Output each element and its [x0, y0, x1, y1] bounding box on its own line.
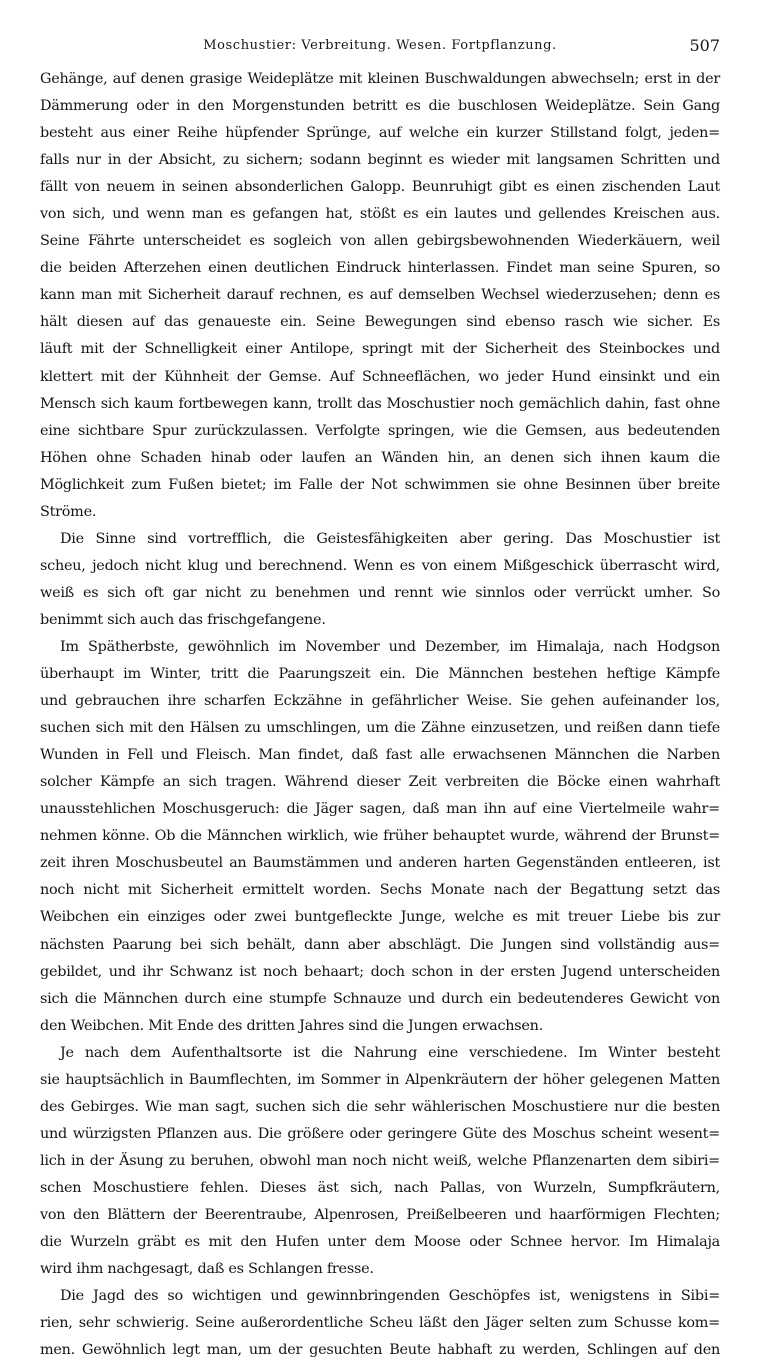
paragraph	[40, 1283, 720, 1364]
text-line: läuft mit der Schnelligkeit einer Antilope, springt mit der Sicherheit des Steinbockes und	[40, 341, 720, 358]
text-line: scheu, jedoch nicht klug und berechnend. Wenn es von einem Mißgeschick überrascht wird,	[40, 557, 720, 574]
text-line: Wunden in Fell und Fleisch. Man findet, daß fast alle erwachsenen Männchen die Narben	[40, 747, 720, 764]
paragraph	[40, 526, 720, 634]
text-line: falls nur in der Absicht, zu sichern; sodann beginnt es wieder mit langsamen Schritten und	[40, 152, 720, 169]
text-line: hält diesen auf das genaueste ein. Seine Bewegungen sind ebenso rasch wie sicher. Es	[40, 314, 720, 331]
text-line: nächsten Paarung bei sich behält, dann aber abschlägt. Die Jungen sind vollständig aus=	[40, 936, 720, 953]
text-line: benimmt sich auch das frischgefangene.	[40, 611, 326, 628]
text-line: besteht aus einer Reihe hüpfender Sprünge, auf welche ein kurzer Stillstand folgt, jeden=	[40, 125, 720, 142]
text-line: überhaupt im Winter, tritt die Paarungszeit ein. Die Männchen bestehen heftige Kämpfe	[40, 666, 720, 683]
text-line: gebildet, und ihr Schwanz ist noch behaart; doch schon in der ersten Jugend unterscheiden	[40, 963, 720, 980]
text-line: Ströme.	[40, 503, 97, 520]
text-line: zeit ihren Moschusbeutel an Baumstämmen und anderen harten Gegenständen entleeren, ist	[40, 855, 720, 872]
text-line: solcher Kämpfe an sich tragen. Während dieser Zeit verbreiten die Böcke einen wahrhaft	[40, 774, 720, 791]
text-line: von den Blättern der Beerentraube, Alpenrosen, Preißelbeeren und haarförmigen Flechten;	[40, 1206, 720, 1223]
text-line: Je nach dem Aufenthaltsorte ist die Nahrung eine verschiedene. Im Winter besteht	[60, 1044, 720, 1061]
text-line: wird ihm nachgesagt, daß es Schlangen fresse.	[40, 1261, 374, 1278]
text-line: Höhen ohne Schaden hinab oder laufen an Wänden hin, an denen sich ihnen kaum die	[40, 449, 720, 466]
paragraph	[40, 1040, 720, 1283]
text-line: Weibchen ein einziges oder zwei buntgefleckte Junge, welche es mit treuer Liebe bis zur	[40, 909, 720, 926]
paragraph	[40, 66, 720, 526]
text-line: sie hauptsächlich in Baumflechten, im Sommer in Alpenkräutern der höher gelegenen Matten	[40, 1071, 720, 1088]
text-line: kann man mit Sicherheit darauf rechnen, es auf demselben Wechsel wiederzusehen; denn es	[40, 287, 720, 304]
text-line: nehmen könne. Ob die Männchen wirklich, wie früher behauptet wurde, während der Brunst=	[40, 828, 720, 845]
text-line: rien, sehr schwierig. Seine außerordentliche Scheu läßt den Jäger selten zum Schusse kom=	[40, 1315, 720, 1332]
text-line: die Wurzeln gräbt es mit den Hufen unter dem Moose oder Schnee hervor. Im Himalaja	[40, 1234, 720, 1251]
text-line: von sich, und wenn man es gefangen hat, stößt es ein lautes und gellendes Kreischen aus.	[40, 206, 720, 223]
text-line: des Gebirges. Wie man sagt, suchen sich die sehr wählerischen Moschustiere nur die besten	[40, 1098, 720, 1115]
text-line: den Weibchen. Mit Ende des dritten Jahres sind die Jungen erwachsen.	[40, 1017, 544, 1034]
text-line: fällt von neuem in seinen absonderlichen Galopp. Beunruhigt gibt es einen zischenden Laut	[40, 179, 720, 196]
text-line: suchen sich mit den Hälsen zu umschlingen, um die Zähne einzusetzen, und reißen dann tiefe	[40, 720, 720, 737]
page-header	[40, 36, 720, 58]
text-line: unausstehlichen Moschusgeruch: die Jäger sagen, daß man ihn auf eine Viertelmeile wahr=	[40, 801, 720, 818]
text-line: lich in der Äsung zu beruhen, obwohl man noch nicht weiß, welche Pflanzenarten dem sibiri=	[40, 1152, 720, 1169]
text-line: men. Gewöhnlich legt man, um der gesuchten Beute habhaft zu werden, Schlingen auf den	[40, 1342, 720, 1359]
text-line: Möglichkeit zum Fußen bietet; im Falle der Not schwimmen sie ohne Besinnen über breite	[40, 476, 720, 493]
paragraph	[40, 634, 720, 1040]
text-line: Die Jagd des so wichtigen und gewinnbringenden Geschöpfes ist, wenigstens in Sibi=	[60, 1288, 720, 1305]
text-line: Gehänge, auf denen grasige Weideplätze mit kleinen Buschwaldungen abwechseln; erst in der	[40, 71, 720, 87]
text-line: noch nicht mit Sicherheit ermittelt worden. Sechs Monate nach der Begattung setzt das	[40, 882, 720, 899]
text-line: Die Sinne sind vortrefflich, die Geistesfähigkeiten aber gering. Das Moschustier ist	[60, 530, 720, 547]
running-head: Moschustier: Verbreitung. Wesen. Fortpflanzung.	[203, 38, 557, 53]
text-line: und gebrauchen ihre scharfen Eckzähne in gefährlicher Weise. Sie gehen aufeinander los,	[40, 693, 720, 710]
text-line: klettert mit der Kühnheit der Gemse. Auf Schneeflächen, wo jeder Hund einsinkt und ein	[40, 368, 720, 385]
body-text	[40, 66, 720, 1364]
text-line: Dämmerung oder in den Morgenstunden betritt es die buschlosen Weideplätze. Sein Gang	[40, 98, 720, 115]
text-line: und würzigsten Pflanzen aus. Die größere oder geringere Güte des Moschus scheint wesent=	[40, 1125, 720, 1142]
text-line: Im Spätherbste, gewöhnlich im November und Dezember, im Himalaja, nach Hodgson	[60, 638, 720, 655]
text-line: weiß es sich oft gar nicht zu benehmen und rennt wie sinnlos oder verrückt umher. So	[40, 584, 720, 601]
text-line: die beiden Afterzehen einen deutlichen Eindruck hinterlassen. Findet man seine Spuren, so	[40, 260, 720, 277]
text-line: Seine Fährte unterscheidet es sogleich von allen gebirgsbewohnenden Wiederkäuern, weil	[40, 233, 720, 250]
text-line: Mensch sich kaum fortbewegen kann, trollt das Moschustier noch gemächlich dahin, fast ohne	[40, 395, 720, 412]
page-number: 507	[689, 36, 720, 55]
text-line: schen Moschustiere fehlen. Dieses äst sich, nach Pallas, von Wurzeln, Sumpfkräutern,	[40, 1179, 720, 1196]
text-line: sich die Männchen durch eine stumpfe Schnauze und durch ein bedeutenderes Gewicht von	[40, 990, 720, 1007]
text-line: eine sichtbare Spur zurückzulassen. Verfolgte springen, wie die Gemsen, aus bedeutenden	[40, 422, 720, 439]
